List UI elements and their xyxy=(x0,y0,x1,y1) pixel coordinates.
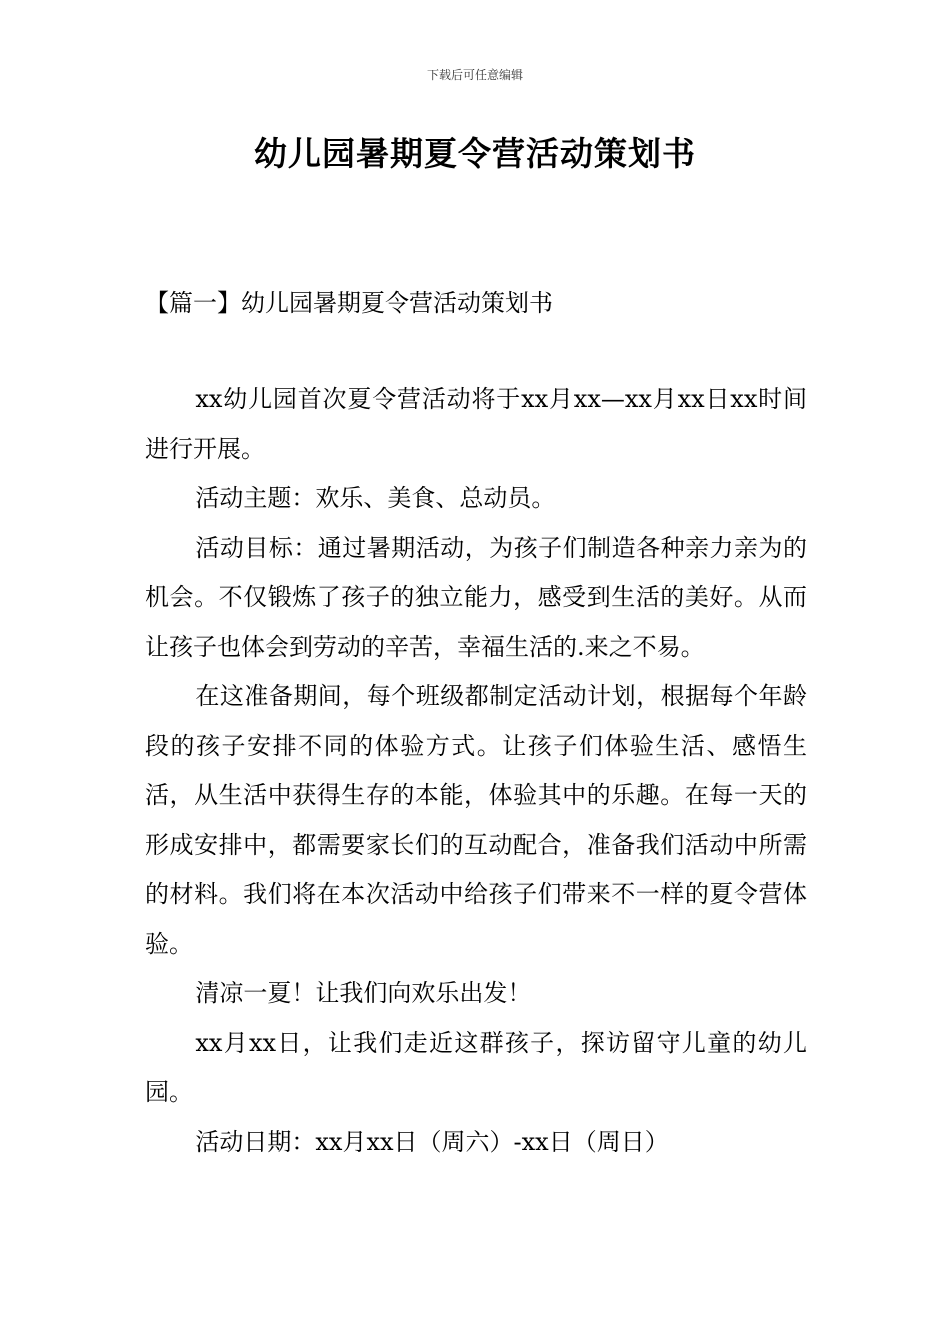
paragraph-theme: 活动主题：欢乐、美食、总动员。 xyxy=(195,484,556,512)
paragraph-intro: xx幼儿园首次夏令营活动将于xx月xx—xx月xx日xx时间进行开展。 xyxy=(145,385,807,463)
paragraph-visit: xx月xx日，让我们走近这群孩子，探访留守儿童的幼儿园。 xyxy=(145,1028,807,1106)
paragraph-preparation: 在这准备期间，每个班级都制定活动计划，根据每个年龄段的孩子安排不同的体验方式。让孩子们体验生活、感悟生活，从生活中获得生存的本能，体验其中的乐趣。在每一天的形成安排中，都需要家长们的互动配合，准备我们活动中所需的材料。我们将在本次活动中给孩子们带来不一样的夏令营体验。 xyxy=(145,682,807,958)
header-note: 下载后可任意编辑 xyxy=(426,68,523,82)
section-heading: 【篇一】幼儿园暑期夏令营活动策划书 xyxy=(145,289,553,317)
document-body xyxy=(145,375,807,1167)
document-title: 幼儿园暑期夏令营活动策划书 xyxy=(254,134,696,173)
paragraph-date: 活动日期：xx月xx日（周六）-xx日（周日） xyxy=(195,1127,669,1156)
paragraph-slogan: 清凉一夏！让我们向欢乐出发！ xyxy=(195,979,532,1007)
paragraph-goal: 活动目标：通过暑期活动，为孩子们制造各种亲力亲为的机会。不仅锻炼了孩子的独立能力，感受到生活的美好。从而让孩子也体会到劳动的辛苦，幸福生活的.来之不易。 xyxy=(145,533,807,661)
